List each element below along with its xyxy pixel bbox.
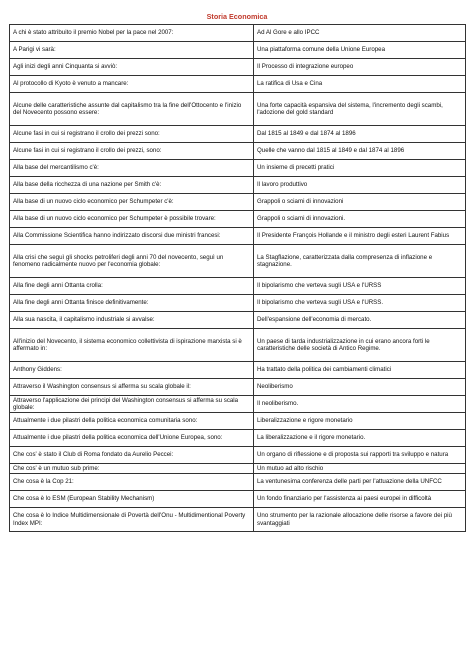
question-cell: Al protocollo di Kyoto è venuto a mancare:: [10, 76, 254, 93]
answer-cell: Ad Al Gore e allo IPCC: [254, 25, 466, 42]
answer-cell: Liberalizzazione e rigore monetario: [254, 413, 466, 430]
table-row: [10, 379, 466, 396]
answer-cell: Grappoli o sciami di innovazioni.: [254, 211, 466, 228]
question-cell: Alla base della ricchezza di una nazione per Smith c'è:: [10, 177, 254, 194]
table-row: [10, 278, 466, 295]
answer-cell: La ratifica di Usa e Cina: [254, 76, 466, 93]
question-cell: Che cos' è un mutuo sub prime:: [10, 464, 254, 474]
question-cell: Che cos' è stato il Club di Roma fondato da Aurelio Peccei:: [10, 447, 254, 464]
question-cell: Alla base di un nuovo ciclo economico per Schumpeter c'è:: [10, 194, 254, 211]
question-cell: Alla base di un nuovo ciclo economico per Schumpeter è possibile trovare:: [10, 211, 254, 228]
answer-cell: Un insieme di precetti pratici: [254, 160, 466, 177]
question-cell: Attualmente i due pilastri della politica economica dell'Unione Europea, sono:: [10, 430, 254, 447]
table-row: [10, 312, 466, 329]
question-cell: Attraverso l'applicazione dei principi del Washington consensus si afferma su scala globale:: [10, 396, 254, 413]
question-cell: Attualmente i due pilastri della politica economica comunitaria sono:: [10, 413, 254, 430]
answer-cell: La liberalizzazione e il rigore monetario.: [254, 430, 466, 447]
table-row: [10, 194, 466, 211]
table-row: [10, 396, 466, 413]
table-row: [10, 245, 466, 278]
table-row: [10, 464, 466, 474]
question-cell: All'inizio del Novecento, il sistema economico collettivista di ispirazione marxista si è affermato in:: [10, 329, 254, 362]
question-cell: Alla sua nascita, il capitalismo industriale si avvalse:: [10, 312, 254, 329]
table-row: [10, 59, 466, 76]
table-row: [10, 25, 466, 42]
table-row: [10, 126, 466, 143]
table-row: [10, 228, 466, 245]
answer-cell: Dell'espansione dell'economia di mercato.: [254, 312, 466, 329]
answer-cell: Una piattaforma comune della Unione Europea: [254, 42, 466, 59]
question-cell: A chi è stato attribuito il premio Nobel per la pace nel 2007:: [10, 25, 254, 42]
answer-cell: Un mutuo ad alto rischio: [254, 464, 466, 474]
table-row: [10, 93, 466, 126]
question-cell: Alla fine degli anni Ottanta crolla:: [10, 278, 254, 295]
answer-cell: Il bipolarismo che verteva sugli USA e l'URSS: [254, 278, 466, 295]
answer-cell: Dal 1815 al 1849 e dal 1874 al 1896: [254, 126, 466, 143]
table-row: [10, 329, 466, 362]
answer-cell: Il neoliberismo.: [254, 396, 466, 413]
qa-table-body: [10, 25, 466, 532]
table-row: [10, 42, 466, 59]
answer-cell: Ha trattato della politica dei cambiamenti climatici: [254, 362, 466, 379]
table-row: [10, 508, 466, 532]
table-row: [10, 211, 466, 228]
answer-cell: Il Presidente François Hollande e il ministro degli esteri Laurent Fabius: [254, 228, 466, 245]
question-cell: Attraverso il Washington consensus si afferma su scala globale il:: [10, 379, 254, 396]
answer-cell: Quelle che vanno dal 1815 al 1849 e dal 1874 al 1896: [254, 143, 466, 160]
qa-table: [9, 24, 466, 532]
answer-cell: Una forte capacità espansiva del sistema, l'incremento degli scambi, l'adozione del gold standard: [254, 93, 466, 126]
question-cell: Alcune fasi in cui si registrano il crollo dei prezzi sono:: [10, 126, 254, 143]
question-cell: Che cosa è lo ESM (European Stability Mechanism): [10, 491, 254, 508]
answer-cell: Grappoli o sciami di innovazioni: [254, 194, 466, 211]
table-row: [10, 491, 466, 508]
answer-cell: Il bipolarismo che verteva sugli USA e l'URSS.: [254, 295, 466, 312]
table-row: [10, 362, 466, 379]
question-cell: Alla Commissione Scientifica hanno indirizzato discorsi due ministri francesi:: [10, 228, 254, 245]
question-cell: Che cosa è la Cop 21:: [10, 474, 254, 491]
page-title: Storia Economica: [206, 12, 268, 21]
question-cell: Che cosa è lo Indice Multidimensionale di Povertà dell'Onu - Multidimentional Poverty Index MPI:: [10, 508, 254, 532]
table-row: [10, 295, 466, 312]
question-cell: Alla base del mercantilismo c'è:: [10, 160, 254, 177]
table-row: [10, 143, 466, 160]
answer-cell: Il Processo di integrazione europeo: [254, 59, 466, 76]
answer-cell: Neoliberismo: [254, 379, 466, 396]
table-row: [10, 76, 466, 93]
question-cell: Alla crisi che seguì gli shocks petroliferi degli anni 70 del novecento, seguì un fenomeno radicalmente nuovo per l'economia globale:: [10, 245, 254, 278]
question-cell: A Parigi vi sarà:: [10, 42, 254, 59]
table-row: [10, 474, 466, 491]
question-cell: Alcune delle caratteristiche assunte dal capitalismo tra la fine dell'Ottocento e l'inizio del Novecento possono essere:: [10, 93, 254, 126]
question-cell: Agli inizi degli anni Cinquanta si avviò:: [10, 59, 254, 76]
table-row: [10, 430, 466, 447]
table-row: [10, 160, 466, 177]
answer-cell: Il lavoro produttivo: [254, 177, 466, 194]
table-row: [10, 447, 466, 464]
answer-cell: Un fondo finanziario per l'assistenza ai paesi europei in difficoltà: [254, 491, 466, 508]
question-cell: Alla fine degli anni Ottanta finisce definitivamente:: [10, 295, 254, 312]
answer-cell: La Stagflazione, caratterizzata dalla compresenza di inflazione e stagnazione.: [254, 245, 466, 278]
table-row: [10, 413, 466, 430]
answer-cell: Un organo di riflessione e di proposta sui rapporti tra sviluppo e natura: [254, 447, 466, 464]
question-cell: Anthony Giddens:: [10, 362, 254, 379]
answer-cell: La ventunesima conferenza delle parti per l'attuazione della UNFCC: [254, 474, 466, 491]
answer-cell: Un paese di tarda industrializzazione in cui erano ancora forti le caratteristiche delle società di Antico Regime.: [254, 329, 466, 362]
question-cell: Alcune fasi in cui si registrano il crollo dei prezzi, sono:: [10, 143, 254, 160]
table-row: [10, 177, 466, 194]
answer-cell: Uno strumento per la razionale allocazione delle risorse a favore dei più svantaggiati: [254, 508, 466, 532]
